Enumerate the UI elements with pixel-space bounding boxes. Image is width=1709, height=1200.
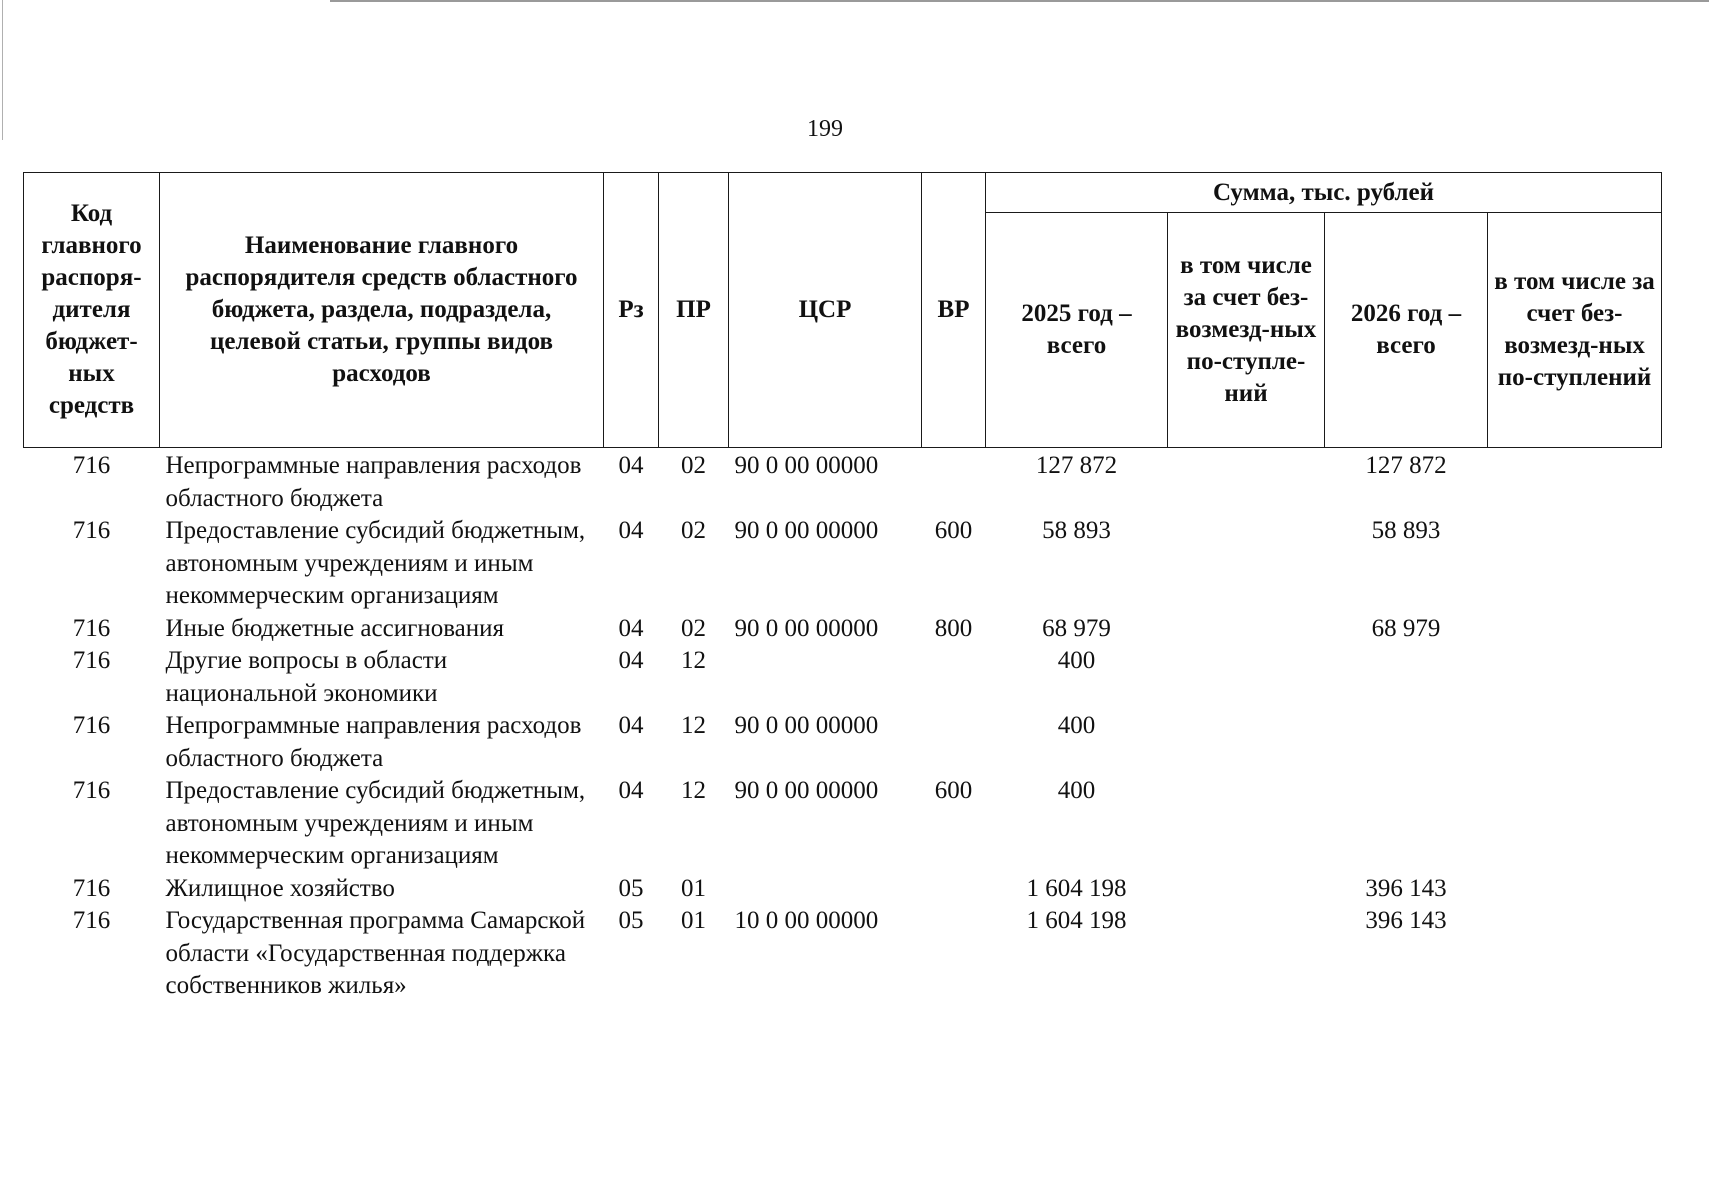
table-row — [24, 448, 1662, 516]
cell-2025-grants — [1168, 905, 1325, 1003]
cell-vr: 600 — [934, 777, 973, 804]
cell-2025-total: 1 604 198 — [1026, 907, 1127, 934]
cell-csr: 90 0 00 00000 — [734, 712, 879, 739]
cell-name: Другие вопросы в области национальной экономики — [165, 647, 448, 707]
budget-table — [23, 172, 1662, 1003]
table-row — [24, 873, 1662, 906]
cell-vr — [922, 710, 986, 775]
cell-csr: 90 0 00 00000 — [734, 517, 879, 544]
cell-2026-grants — [1488, 905, 1662, 1003]
cell-name: Государственная программа Самарской области «Государственная поддержка собственников жилья» — [165, 907, 586, 999]
cell-rz: 04 — [618, 777, 644, 804]
cell-2025-grants — [1168, 613, 1325, 646]
cell-2026-grants — [1488, 515, 1662, 613]
top-scan-rule — [330, 0, 1709, 2]
cell-code: 716 — [72, 614, 111, 642]
cell-2025-total: 400 — [1057, 647, 1096, 674]
cell-name: Непрограммные направления расходов областного бюджета — [165, 452, 582, 512]
header-2025-total: 2025 год – всего — [986, 213, 1168, 448]
cell-2026-total — [1325, 775, 1488, 873]
table-row — [24, 775, 1662, 873]
table-body — [24, 448, 1662, 1003]
table-row — [24, 515, 1662, 613]
table-header — [24, 173, 1662, 448]
cell-2025-total: 1 604 198 — [1026, 874, 1127, 902]
cell-pr: 12 — [681, 647, 706, 674]
cell-2026-total: 58 893 — [1371, 517, 1441, 544]
cell-vr — [922, 448, 986, 516]
header-2026-total: 2026 год – всего — [1325, 213, 1488, 448]
table-row — [24, 710, 1662, 775]
cell-2025-total: 58 893 — [1042, 517, 1111, 544]
header-pr: ПР — [659, 173, 729, 448]
page-number: 199 — [807, 116, 843, 142]
cell-2025-total: 400 — [1057, 777, 1096, 804]
cell-code: 716 — [72, 517, 111, 544]
cell-2026-total: 396 143 — [1365, 907, 1447, 934]
header-vr: ВР — [922, 173, 986, 448]
cell-rz: 04 — [618, 712, 644, 739]
cell-2026-grants — [1488, 873, 1662, 906]
cell-pr: 02 — [681, 517, 706, 544]
cell-2025-total: 68 979 — [1042, 614, 1111, 642]
cell-name: Предоставление субсидий бюджетным, автономным учреждениям и иным некоммерческим организациям — [165, 777, 586, 869]
cell-vr — [922, 905, 986, 1003]
cell-csr: 90 0 00 00000 — [734, 777, 879, 804]
table-row — [24, 613, 1662, 646]
cell-vr: 600 — [934, 517, 973, 544]
cell-pr: 12 — [681, 712, 706, 739]
cell-csr: 90 0 00 00000 — [734, 452, 879, 479]
cell-2026-total: 68 979 — [1371, 614, 1441, 642]
cell-2025-grants — [1168, 515, 1325, 613]
cell-2026-total — [1325, 645, 1488, 710]
cell-csr — [729, 645, 922, 710]
header-rz: Рз — [604, 173, 659, 448]
cell-2025-grants — [1168, 448, 1325, 516]
cell-vr — [922, 873, 986, 906]
header-code: Код главного распоря-дителя бюджет-ных средств — [24, 173, 160, 448]
cell-name: Иные бюджетные ассигнования — [165, 614, 505, 642]
cell-rz: 05 — [618, 874, 644, 902]
cell-pr: 01 — [681, 874, 706, 902]
cell-2025-grants — [1168, 710, 1325, 775]
cell-2025-grants — [1168, 873, 1325, 906]
cell-2025-total: 400 — [1057, 712, 1096, 739]
cell-2026-grants — [1488, 775, 1662, 873]
header-csr: ЦСР — [729, 173, 922, 448]
cell-pr: 01 — [681, 907, 706, 934]
cell-code: 716 — [72, 647, 111, 674]
cell-2026-grants — [1488, 645, 1662, 710]
cell-code: 716 — [72, 452, 111, 479]
cell-rz: 04 — [618, 614, 644, 642]
cell-name: Непрограммные направления расходов областного бюджета — [165, 712, 582, 772]
header-sum-group: Сумма, тыс. рублей — [986, 173, 1662, 213]
table-row — [24, 645, 1662, 710]
header-2026-grants: в том числе за счет без-возмезд-ных по-ступлений — [1488, 213, 1662, 448]
cell-vr — [922, 645, 986, 710]
cell-pr: 02 — [681, 614, 706, 642]
cell-2026-total: 127 872 — [1365, 452, 1447, 479]
cell-2026-total — [1325, 710, 1488, 775]
cell-2026-grants — [1488, 613, 1662, 646]
cell-name: Жилищное хозяйство — [165, 874, 395, 902]
cell-vr: 800 — [934, 614, 973, 642]
cell-code: 716 — [72, 777, 111, 804]
cell-csr — [729, 873, 922, 906]
cell-rz: 05 — [618, 907, 644, 934]
cell-2025-grants — [1168, 775, 1325, 873]
cell-csr: 90 0 00 00000 — [734, 614, 879, 642]
cell-2026-grants — [1488, 448, 1662, 516]
cell-rz: 04 — [618, 452, 644, 479]
cell-name: Предоставление субсидий бюджетным, автономным учреждениям и иным некоммерческим организациям — [165, 517, 586, 609]
cell-code: 716 — [72, 874, 111, 902]
cell-2026-total: 396 143 — [1365, 874, 1447, 902]
cell-rz: 04 — [618, 647, 644, 674]
cell-code: 716 — [72, 712, 111, 739]
cell-2025-total: 127 872 — [1035, 452, 1118, 479]
cell-rz: 04 — [618, 517, 644, 544]
cell-pr: 02 — [681, 452, 706, 479]
cell-2026-grants — [1488, 710, 1662, 775]
cell-code: 716 — [72, 907, 111, 934]
header-2025-grants: в том числе за счет без-возмезд-ных по-ступле-ний — [1168, 213, 1325, 448]
table-row — [24, 905, 1662, 1003]
cell-pr: 12 — [681, 777, 706, 804]
header-name: Наименование главного распорядителя средств областного бюджета, раздела, подраздела, целевой статьи, группы видов расходов — [160, 173, 604, 448]
cell-csr: 10 0 00 00000 — [734, 907, 879, 934]
cell-2025-grants — [1168, 645, 1325, 710]
